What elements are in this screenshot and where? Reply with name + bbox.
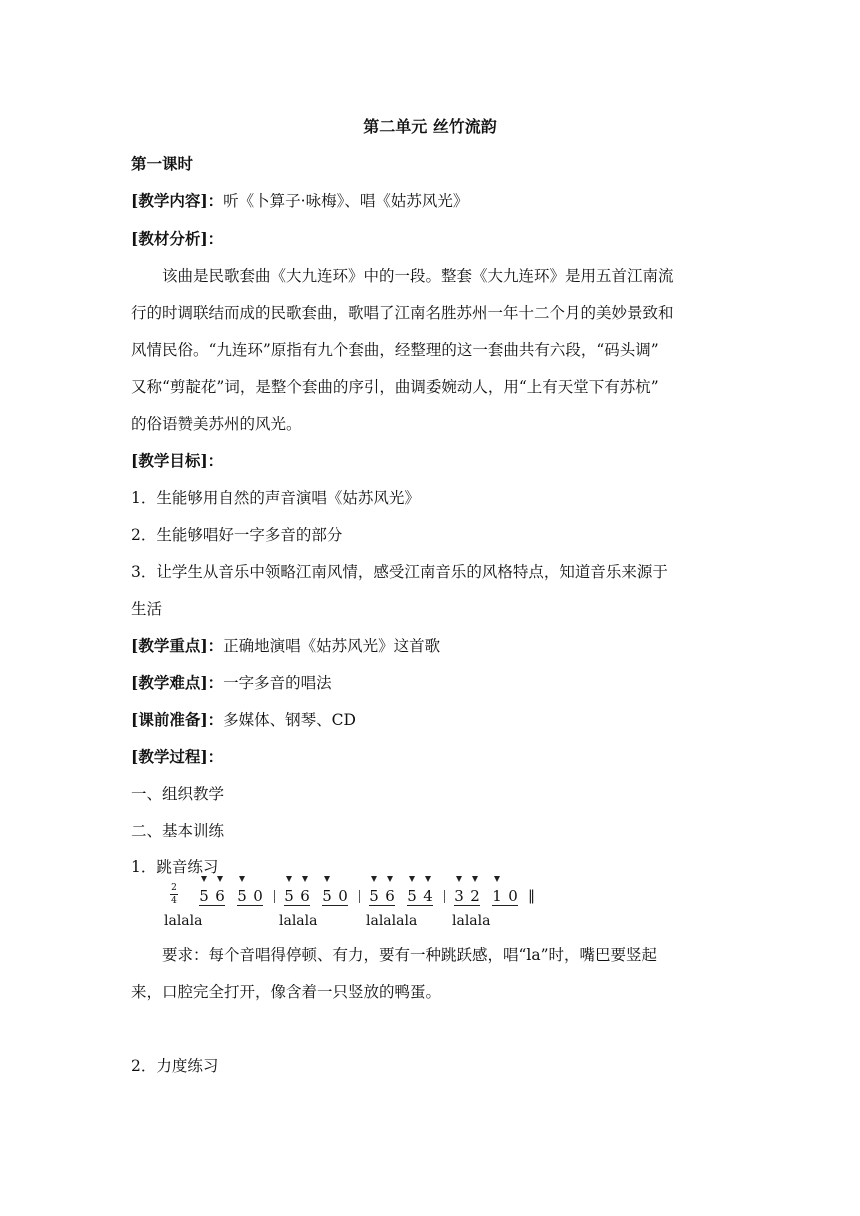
lyric: lalala — [164, 913, 203, 929]
time-signature-top: 2 — [171, 883, 177, 893]
staccato-mark — [217, 876, 223, 882]
eighth-note-underline — [199, 905, 225, 906]
staccato-mark — [302, 876, 308, 882]
staccato-mark — [201, 876, 207, 882]
time-signature-line — [170, 894, 178, 895]
note: 5 — [237, 887, 247, 905]
lesson-heading: 第一课时 — [131, 154, 194, 173]
note: 6 — [300, 887, 310, 905]
staccato-mark — [371, 876, 377, 882]
analysis-line: 风情民俗。“九连环”原指有九个套曲，经整理的这一套曲共有六段，“码头调” — [131, 341, 659, 359]
eighth-note-underline — [492, 905, 518, 906]
barline — [274, 890, 275, 903]
staccato-mark — [456, 876, 462, 882]
process-step: 一、组织教学 — [131, 785, 225, 803]
note: 6 — [215, 887, 225, 905]
note: 5 — [369, 887, 379, 905]
staccato-mark — [494, 876, 500, 882]
note: 2 — [470, 887, 480, 905]
exercise-heading: 2．力度练习 — [131, 1057, 219, 1075]
lyric: lalala — [452, 913, 491, 929]
key-point-text: 正确地演唱《姑苏风光》这首歌 — [223, 637, 441, 655]
time-signature-bottom: 4 — [171, 896, 177, 906]
goals-label: [教学目标]： — [131, 451, 224, 470]
staccato-mark — [324, 876, 330, 882]
time-signature — [170, 883, 178, 906]
requirement-line: 要求：每个音唱得停顿、有力，要有一种跳跃感，唱“la”时，嘴巴要竖起 — [162, 946, 658, 964]
analysis-line: 行的时调联结而成的民歌套曲，歌唱了江南名胜苏州一年十二个月的美妙景致和 — [131, 304, 674, 322]
preparation — [131, 709, 356, 731]
note: 5 — [322, 887, 332, 905]
note: 1 — [492, 887, 502, 905]
goal-item: 生活 — [131, 600, 163, 618]
note: 0 — [508, 887, 518, 905]
goal-item: 3．让学生从音乐中领略江南风情，感受江南音乐的风格特点，知道音乐来源于 — [131, 563, 668, 581]
note: 4 — [423, 887, 433, 905]
barline — [359, 890, 360, 903]
analysis-line: 的俗语赞美苏州的风光。 — [131, 415, 302, 433]
lyric: lalalala — [366, 913, 418, 929]
lyric: lalala — [279, 913, 318, 929]
note: 5 — [199, 887, 209, 905]
key-point — [131, 635, 440, 657]
note: 3 — [454, 887, 464, 905]
teaching-content-text: 听《卜算子·咏梅》、唱《姑苏风光》 — [223, 192, 469, 210]
difficulty — [131, 672, 332, 694]
teaching-content-label: [教学内容]： — [131, 191, 224, 210]
difficulty-label: [教学难点]： — [131, 673, 224, 692]
note: 0 — [253, 887, 263, 905]
unit-title: 第二单元 丝竹流韵 — [363, 117, 497, 136]
note: 6 — [385, 887, 395, 905]
process-step: 二、基本训练 — [131, 822, 225, 840]
teaching-content — [131, 190, 468, 212]
eighth-note-underline — [322, 905, 348, 906]
note: 5 — [284, 887, 294, 905]
staccato-mark — [409, 876, 415, 882]
exercise-heading: 1．跳音练习 — [131, 858, 219, 876]
process-label: [教学过程]： — [131, 747, 224, 766]
goal-item: 2．生能够唱好一字多音的部分 — [131, 526, 343, 544]
note: 5 — [407, 887, 417, 905]
requirement-line: 来，口腔完全打开，像含着一只竖放的鸭蛋。 — [131, 983, 442, 1001]
goal-item: 1．生能够用自然的声音演唱《姑苏风光》 — [131, 489, 420, 507]
preparation-text: 多媒体、钢琴、CD — [223, 711, 356, 729]
difficulty-text: 一字多音的唱法 — [223, 674, 332, 692]
staccato-mark — [239, 876, 245, 882]
eighth-note-underline — [407, 905, 433, 906]
barline — [444, 890, 445, 903]
staccato-mark — [286, 876, 292, 882]
analysis-line: 该曲是民歌套曲《大九连环》中的一段。整套《大九连环》是用五首江南流 — [162, 267, 674, 285]
note: 0 — [338, 887, 348, 905]
analysis-line: 又称“剪靛花”词，是整个套曲的序引，曲调委婉动人，用“上有天堂下有苏杭” — [131, 378, 659, 396]
staccato-mark — [425, 876, 431, 882]
staccato-mark — [472, 876, 478, 882]
key-point-label: [教学重点]： — [131, 636, 224, 655]
jianpu-notation — [164, 872, 570, 932]
preparation-label: [课前准备]： — [131, 710, 224, 729]
analysis-label: [教材分析]： — [131, 229, 224, 248]
eighth-note-underline — [369, 905, 395, 906]
eighth-note-underline — [454, 905, 480, 906]
eighth-note-underline — [237, 905, 263, 906]
eighth-note-underline — [284, 905, 310, 906]
final-barline: ‖ — [528, 888, 535, 904]
staccato-mark — [387, 876, 393, 882]
